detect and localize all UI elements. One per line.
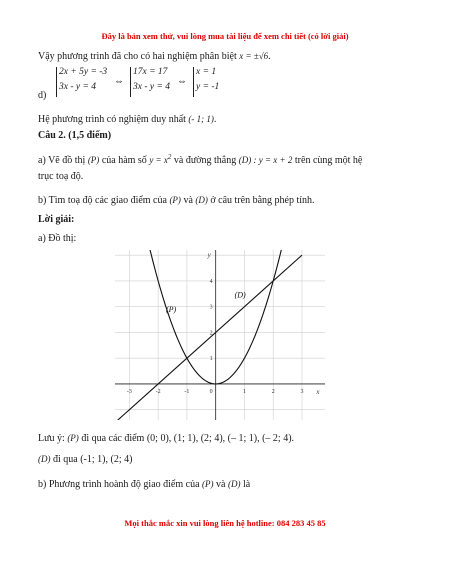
text: ở câu trên bằng phép tính. — [210, 195, 315, 206]
system-3 — [196, 65, 219, 95]
period: . — [268, 51, 271, 62]
math-p: (P) — [87, 155, 100, 165]
brace — [130, 67, 131, 97]
x-tick-label: -2 — [155, 388, 161, 395]
y-tick-label: 2 — [209, 330, 213, 337]
y-tick-label: 3 — [209, 304, 213, 311]
period: . — [213, 114, 217, 125]
equivalence-arrow: ⇔ — [114, 76, 124, 87]
math-d: (D) : y = x + 2 — [238, 155, 293, 165]
text: đi qua (-1; 1), (2; 4) — [53, 454, 133, 465]
note-d — [38, 454, 132, 465]
question-b — [38, 195, 315, 206]
footer-banner: Mọi thắc mắc xin vui lòng liên hệ hotline: 084 283 45 85 — [124, 518, 326, 528]
math-p: (P) — [67, 433, 79, 443]
x-tick-label: -3 — [126, 388, 132, 395]
line-d — [115, 255, 302, 420]
brace — [193, 67, 194, 97]
function-base: y = x — [149, 155, 168, 165]
origin-label: 0 — [209, 388, 213, 395]
text: Lưu ý: — [38, 433, 65, 444]
text: a) Vẽ đồ thị — [38, 155, 86, 166]
system-1 — [59, 65, 107, 95]
brace — [56, 67, 57, 97]
label-p: (P) — [165, 304, 177, 314]
graph-figure — [115, 250, 325, 420]
solution-heading: Lời giải: — [38, 214, 75, 225]
text: Vậy phương trình đã cho có hai nghiệm phân biệt — [38, 51, 237, 62]
math-solution: (- 1; 1) — [188, 114, 214, 124]
math-d: (D) — [38, 454, 51, 464]
x-axis-label: x — [316, 387, 320, 396]
header-banner: Đây là bản xem thử, vui lòng mua tài liệu để xem chi tiết (có lời giải) — [101, 31, 349, 41]
equation: 3x - y = 4 — [59, 82, 97, 92]
system-label: d) — [38, 90, 47, 101]
equation: x = 1 — [196, 67, 217, 77]
y-axis-label: y — [207, 251, 211, 260]
math-roots: x = ±√6 — [239, 51, 269, 61]
equivalence-arrow: ⇔ — [177, 76, 187, 87]
text: Hệ phương trình có nghiệm duy nhất — [38, 114, 186, 125]
text: là — [242, 479, 251, 490]
equation: y = -1 — [196, 82, 220, 92]
paragraph-two-roots — [38, 51, 271, 62]
math-function — [149, 155, 171, 165]
text: và đường thẳng — [173, 155, 237, 166]
function-exponent: 2 — [167, 153, 172, 161]
series-labels — [166, 291, 246, 314]
math-p: (P) — [202, 479, 214, 489]
math-d: (D) — [227, 479, 241, 489]
x-tick-label: 3 — [300, 388, 304, 395]
equation: 3x - y = 4 — [133, 82, 171, 92]
math-d: (D) — [195, 195, 208, 205]
y-tick-label: 4 — [209, 278, 213, 285]
text: b) Tìm toạ độ các giao điểm của — [38, 195, 167, 206]
x-tick-label: 2 — [271, 388, 275, 395]
text: b) Phương trình hoành độ giao điểm của — [38, 479, 200, 490]
equation: 2x + 5y = -3 — [59, 67, 108, 77]
x-tick-label: 1 — [242, 388, 246, 395]
question-a-continued: trục toạ độ. — [38, 171, 84, 182]
text: và — [216, 479, 226, 490]
paragraph-unique-solution — [38, 114, 216, 125]
paragraph-b — [38, 479, 250, 490]
note-p — [38, 433, 294, 444]
x-tick-label: -1 — [184, 388, 190, 395]
equation: 17x = 17 — [133, 67, 168, 77]
y-tick-label: 1 — [209, 356, 213, 363]
math-p: (P) — [169, 195, 181, 205]
text: đi qua các điểm (0; 0), (1; 1), (2; 4), (– 1; 1), (– 2; 4). — [81, 433, 295, 444]
question-a — [38, 153, 362, 166]
label-d: (D) — [234, 290, 246, 300]
question-heading: Câu 2. (1,5 điểm) — [38, 130, 112, 141]
text: trên cùng một hệ — [294, 155, 363, 166]
text: của hàm số — [101, 155, 147, 166]
system-2 — [133, 65, 170, 95]
graph-heading: a) Đồ thị: — [38, 233, 77, 244]
text: và — [183, 195, 193, 206]
